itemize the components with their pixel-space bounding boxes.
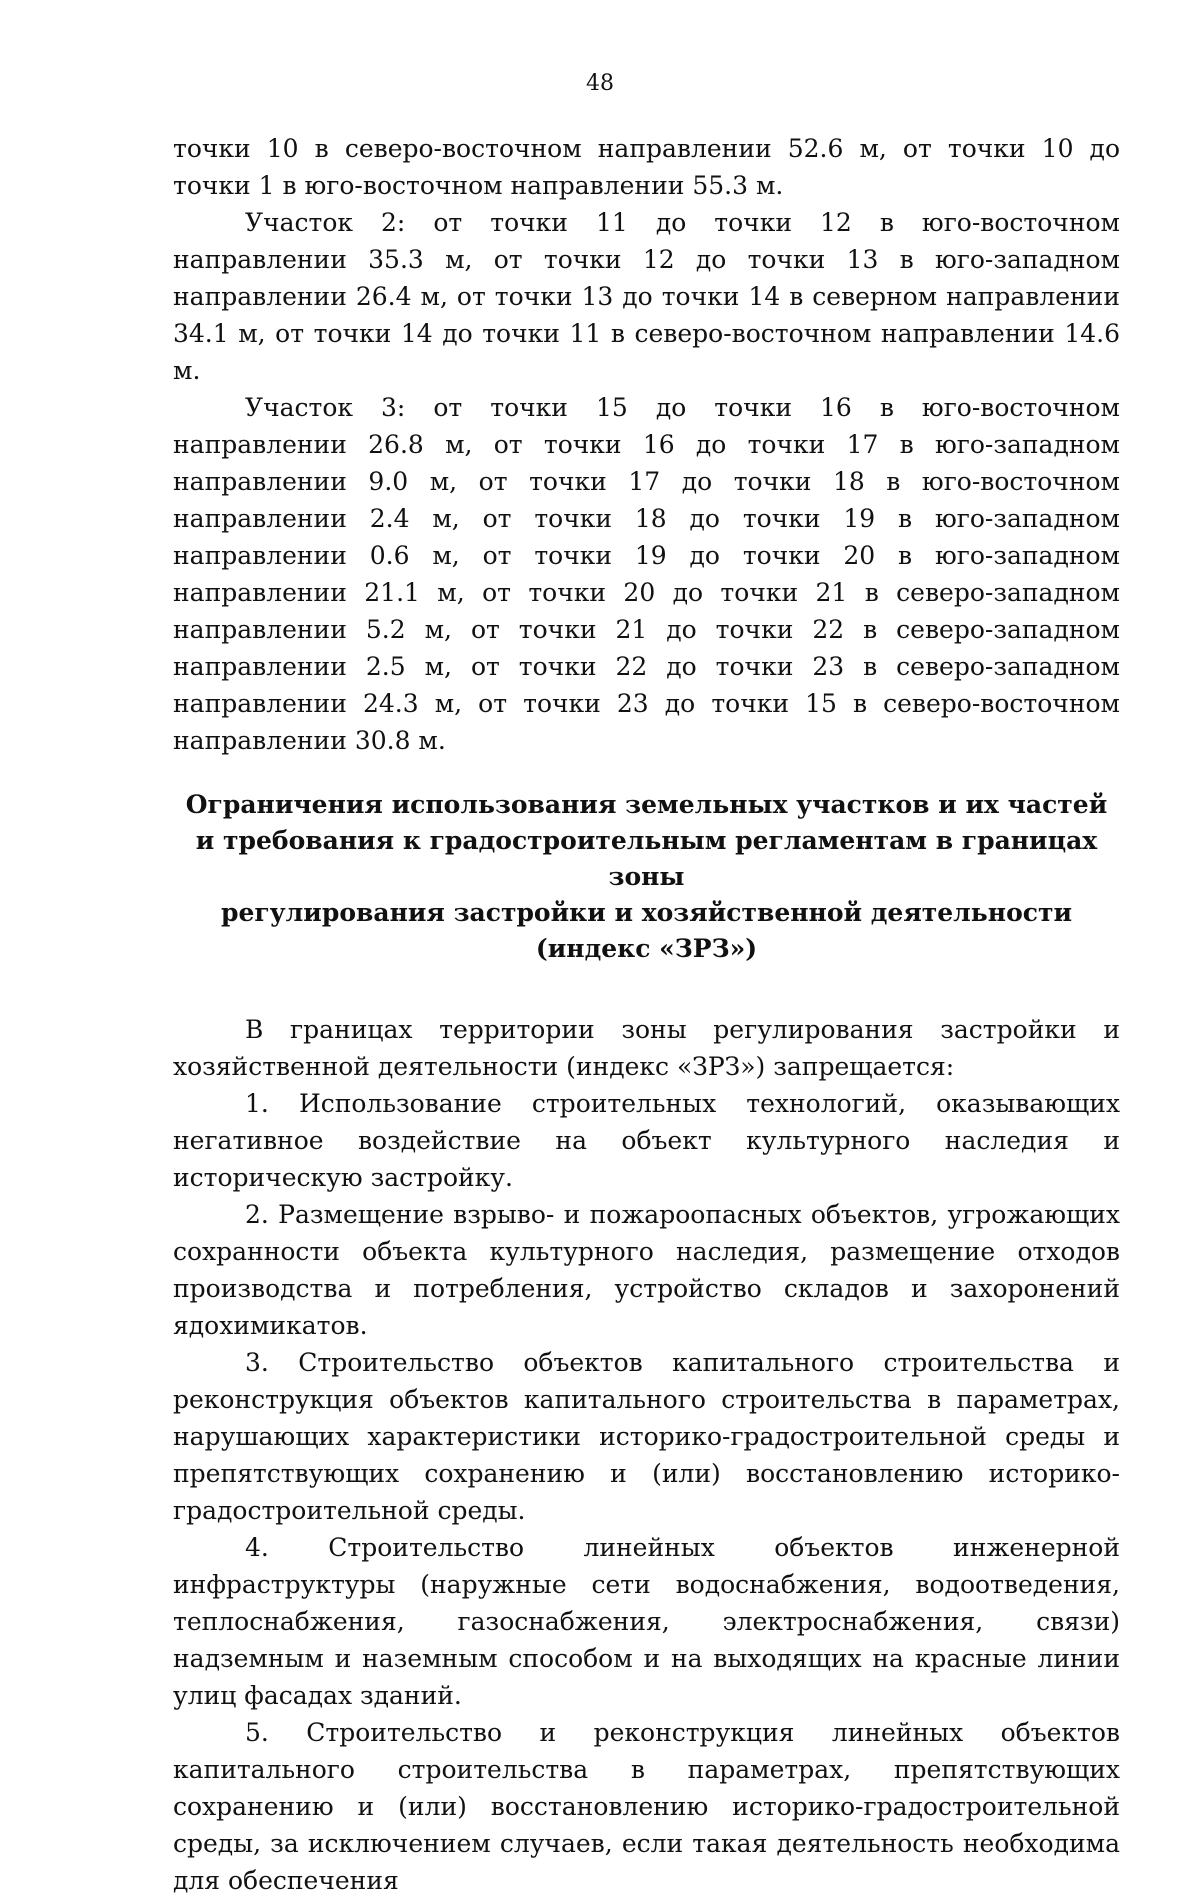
paragraph-intro: В границах территории зоны регулирования застройки и хозяйственной деятельности (индекс «ЗРЗ») запрещается: (173, 1015, 1120, 1081)
heading-line: (индекс «ЗРЗ») (535, 934, 758, 963)
list-item-1: 1. Использование строительных технологий, оказывающих негативное воздействие на объект культурного наследия и историческую застройку. (173, 1089, 1120, 1192)
paragraph-continuation: точки 10 в северо-восточном направлении 52.6 м, от точки 10 до точки 1 в юго-восточном направлении 55.3 м. (173, 134, 1120, 200)
list-item-4: 4. Строительство линейных объектов инженерной инфраструктуры (наружные сети водоснабжения, водоотведения, теплоснабжения, газоснабжения, электроснабжения, связи) надземным и наземным способом и на выходящих на красные линии улиц фасадах зданий. (173, 1533, 1120, 1710)
heading-line: и требования к градостроительным регламентам в границах зоны (195, 826, 1098, 891)
section-heading (173, 787, 1120, 967)
page-number: 48 (586, 71, 614, 96)
list-item-5: 5. Строительство и реконструкция линейных объектов капитального строительства в параметрах, препятствующих сохранению и (или) восстановлению историко-градостроительной среды, за исключением случаев, если такая деятельность необходима для обеспечения (173, 1718, 1120, 1895)
list-item-2: 2. Размещение взрыво- и пожароопасных объектов, угрожающих сохранности объекта культурного наследия, размещение отходов производства и потребления, устройство складов и захоронений ядохимикатов. (173, 1200, 1120, 1340)
document-body (173, 130, 1120, 1899)
paragraph-section-2: Участок 2: от точки 11 до точки 12 в юго-восточном направлении 35.3 м, от точки 12 до точки 13 в юго-западном направлении 26.4 м, от точки 13 до точки 14 в северном направлении 34.1 м, от точки 14 до точки 11 в северо-восточном направлении 14.6 м. (173, 208, 1120, 385)
paragraph-section-3: Участок 3: от точки 15 до точки 16 в юго-восточном направлении 26.8 м, от точки 16 до точки 17 в юго-западном направлении 9.0 м, от точки 17 до точки 18 в юго-восточном направлении 2.4 м, от точки 18 до точки 19 в юго-западном направлении 0.6 м, от точки 19 до точки 20 в юго-западном направлении 21.1 м, от точки 20 до точки 21 в северо-западном направлении 5.2 м, от точки 21 до точки 22 в северо-западном направлении 2.5 м, от точки 22 до точки 23 в северо-западном направлении 24.3 м, от точки 23 до точки 15 в северо-восточном направлении 30.8 м. (173, 393, 1120, 755)
list-item-3: 3. Строительство объектов капитального строительства и реконструкция объектов капитального строительства в параметрах, нарушающих характеристики историко-градостроительной среды и препятствующих сохранению и (или) восстановлению историко-градостроительной среды. (173, 1348, 1120, 1525)
heading-line: Ограничения использования земельных участков и их частей (185, 790, 1108, 819)
heading-line: регулирования застройки и хозяйственной деятельности (220, 898, 1073, 927)
